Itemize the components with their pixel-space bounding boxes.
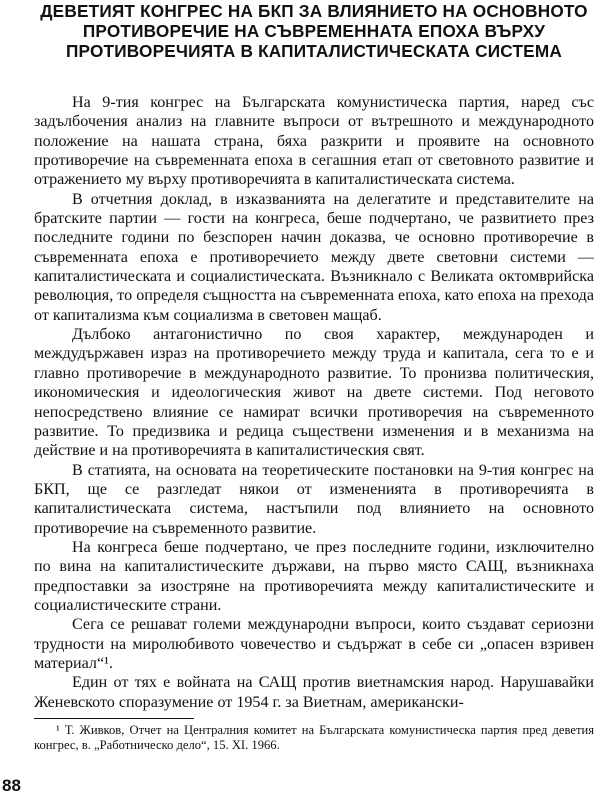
title-line: ПРОТИВОРЕЧИЕ НА СЪВРЕМЕННАТА ЕПОХА ВЪРХУ: [82, 21, 546, 41]
page-number: 88: [2, 776, 21, 795]
paragraph: На конгреса беше подчертано, че през последните години, изключително по вина на капиталистическите държави, на първо място САЩ, възникнаха предпоставки за изостряне на противоречията между капиталистическите и социалистическите страни.: [34, 538, 594, 614]
title-line: ДЕВЕТИЯТ КОНГРЕС НА БКП ЗА ВЛИЯНИЕТО НА ОСНОВНОТО: [40, 1, 588, 21]
footnote: ¹ Т. Живков, Отчет на Централния комитет на Българската комунистическа партия пред деветия конгрес, в. „Работническо дело“, 15. XI. 1966.: [34, 723, 594, 752]
paragraph: На 9-тия конгрес на Българската комунистическа партия, наред със задълбочения анализ на главните въпроси от вътрешното и международното положение на нашата страна, бяха разкрити и проявите на основното противоречие на съвременната епоха в сегашния етап от световното развитие и отражението му върху противоречията в капиталистическата система.: [34, 94, 594, 189]
article-body: [34, 93, 594, 753]
paragraph: Дълбоко антагонистично по своя характер, международен и междудържавен израз на противоречието между труда и капитала, сега то е и главно противоречие в международното развитие. То пронизва политическия, икономическия и идеологическия живот на двете системи. Под неговото непосредствено влияние се намират всички противоречия на съвременното развитие. То предизвика и редица съществени изменения и в механизма на действие и на противоречията в капиталистическия свят.: [34, 326, 594, 460]
title-line: ПРОТИВОРЕЧИЯТА В КАПИТАЛИСТИЧЕСКАТА СИСТЕМА: [66, 41, 562, 61]
paragraph: Един от тях е войната на САЩ против виетнамския народ. Нарушавайки Женевското споразумение от 1954 г. за Виетнам, американски-: [34, 674, 594, 711]
paragraph: В статията, на основата на теоретическите постановки на 9-тия конгрес на БКП, ще се разгледат някои от измененията в противоречията в капиталистическата система, настъпили под влиянието на основното противоречие на съвременното развитие.: [34, 461, 594, 537]
paragraph: Сега се решават големи международни въпроси, които създават сериозни трудности на миролюбивото човечество и съдържат в себе си „опасен взривен материал“¹.: [34, 616, 594, 672]
article-title: [34, 0, 594, 61]
footnote-divider: [34, 718, 194, 719]
paragraph: В отчетния доклад, в изказванията на делегатите и представителите на братските партии — гости на конгреса, беше подчертано, че развитието през последните години по безспорен начин доказва, че основно противоречие в съвременната епоха е противоречието между двете световни системи — капиталистическата и социалистическата. Възникнало с Великата октомврийска революция, то определя същността на съвременната епоха, като епоха на прехода от капитализма към социализма в световен мащаб.: [34, 190, 594, 324]
